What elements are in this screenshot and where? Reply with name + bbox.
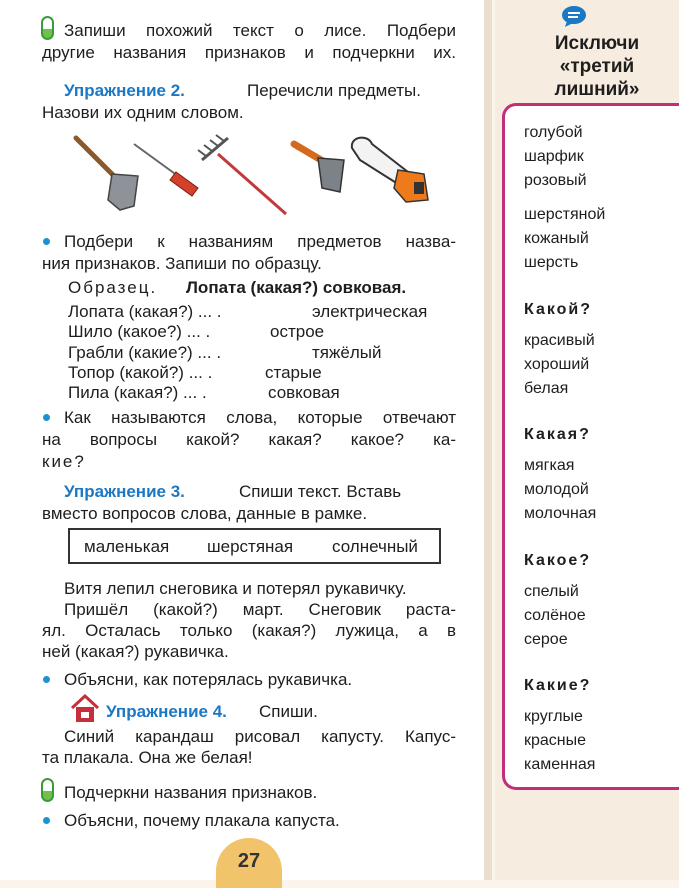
pair-question: Пила (какая?) ... . xyxy=(68,383,207,402)
bullet-dot xyxy=(43,817,50,824)
pair-question: Топор (какой?) ... . xyxy=(68,363,213,382)
tools-illustration xyxy=(68,130,440,216)
side-word: шерсть xyxy=(524,254,579,271)
word-frame xyxy=(68,528,441,564)
side-title-line: лишний» xyxy=(554,79,640,100)
pair-question: Лопата (какая?) ... . xyxy=(68,302,222,321)
frame-word: солнечный xyxy=(332,537,418,556)
bullet2-line1: Как называются слова, которые отвечают xyxy=(64,408,456,427)
story-line: Пришёл (какой?) март. Снеговик раста- xyxy=(64,600,456,619)
pair-question: Шило (какое?) ... . xyxy=(68,322,211,341)
exercise4-label: Упражнение 4. xyxy=(106,702,227,721)
task1-line2: другие названия признаков и подчеркни их. xyxy=(42,43,456,62)
awl-icon xyxy=(134,144,198,196)
chainsaw-icon xyxy=(352,138,428,202)
exercise2-line2: Назови их одним словом. xyxy=(42,103,244,122)
bullet2-line2: на вопросы какой? какая? какое? ка- xyxy=(42,430,456,449)
speech-bubble-icon xyxy=(561,4,587,28)
pair-answer: электрическая xyxy=(312,302,428,321)
house-icon xyxy=(70,694,100,724)
pair-question: Грабли (какие?) ... . xyxy=(68,343,222,362)
story-line: ней (какая?) рукавичка. xyxy=(42,642,229,661)
rake-icon xyxy=(198,135,286,214)
side-word: молочная xyxy=(524,505,597,522)
side-word: голубой xyxy=(524,124,583,141)
exercise4-line2: та плакала. Она же белая! xyxy=(42,748,253,767)
exercise2-label: Упражнение 2. xyxy=(64,81,185,100)
side-title xyxy=(522,32,672,101)
side-question: Какие? xyxy=(524,677,592,694)
side-word: мягкая xyxy=(524,457,575,474)
side-title-line: «третий xyxy=(559,56,635,77)
exercise4-line1: Синий карандаш рисовал капусту. Капус- xyxy=(64,727,456,746)
pencil-icon xyxy=(41,778,54,802)
side-word: шарфик xyxy=(524,148,584,165)
bullet2-line3: кие? xyxy=(42,452,86,471)
side-word: красные xyxy=(524,732,587,749)
pair-answer: тяжёлый xyxy=(312,343,382,362)
sample-prefix: Образец. xyxy=(68,278,158,297)
exercise3-line2: вместо вопросов слова, данные в рамке. xyxy=(42,504,368,523)
exercise2-text: Перечисли предметы. xyxy=(247,81,421,100)
exercise3-text: Спиши текст. Вставь xyxy=(239,482,402,501)
side-title-line: Исключи xyxy=(554,33,640,54)
pair-answer: острое xyxy=(270,322,325,341)
side-word: красивый xyxy=(524,332,595,349)
side-word: спелый xyxy=(524,583,579,600)
side-word: круглые xyxy=(524,708,583,725)
pair-answer: совковая xyxy=(268,383,340,402)
exercise3-label: Упражнение 3. xyxy=(64,482,185,501)
side-word: белая xyxy=(524,380,569,397)
pair-answer: старые xyxy=(265,363,322,382)
bullet1-line2: ния признаков. Запиши по образцу. xyxy=(42,254,322,273)
shovel-icon xyxy=(76,138,138,210)
side-word: розовый xyxy=(524,172,587,189)
side-question: Какой? xyxy=(524,301,593,318)
task1-line1: Запиши похожий текст о лисе. Подбери xyxy=(64,21,456,40)
sample-example: Лопата (какая?) совковая. xyxy=(186,278,407,297)
bullet-dot xyxy=(43,414,50,421)
bullet-dot xyxy=(43,238,50,245)
story-line: Витя лепил снеговика и потерял рукавичку. xyxy=(64,579,407,598)
side-word: солёное xyxy=(524,607,586,624)
axe-icon xyxy=(294,144,344,192)
story-line: ял. Осталась только (какая?) лужица, а в xyxy=(42,621,456,640)
side-word: хороший xyxy=(524,356,590,373)
bullet4-text: Объясни, почему плакала капуста. xyxy=(64,811,340,830)
bullet1-line1: Подбери к названиям предметов назва- xyxy=(64,232,456,251)
side-question: Какое? xyxy=(524,552,592,569)
bullet-dot xyxy=(43,676,50,683)
page-number: 27 xyxy=(216,838,282,888)
side-word: кожаный xyxy=(524,230,589,247)
pencil-icon xyxy=(41,16,54,40)
underline-task: Подчеркни названия признаков. xyxy=(64,783,318,802)
side-word: шерстяной xyxy=(524,206,606,223)
side-word: каменная xyxy=(524,756,596,773)
side-word: серое xyxy=(524,631,568,648)
frame-word: шерстяная xyxy=(207,537,294,556)
side-question: Какая? xyxy=(524,426,591,443)
exercise4-text: Спиши. xyxy=(259,702,318,721)
side-word: молодой xyxy=(524,481,589,498)
frame-word: маленькая xyxy=(84,537,170,556)
bullet3-text: Объясни, как потерялась рукавичка. xyxy=(64,670,353,689)
